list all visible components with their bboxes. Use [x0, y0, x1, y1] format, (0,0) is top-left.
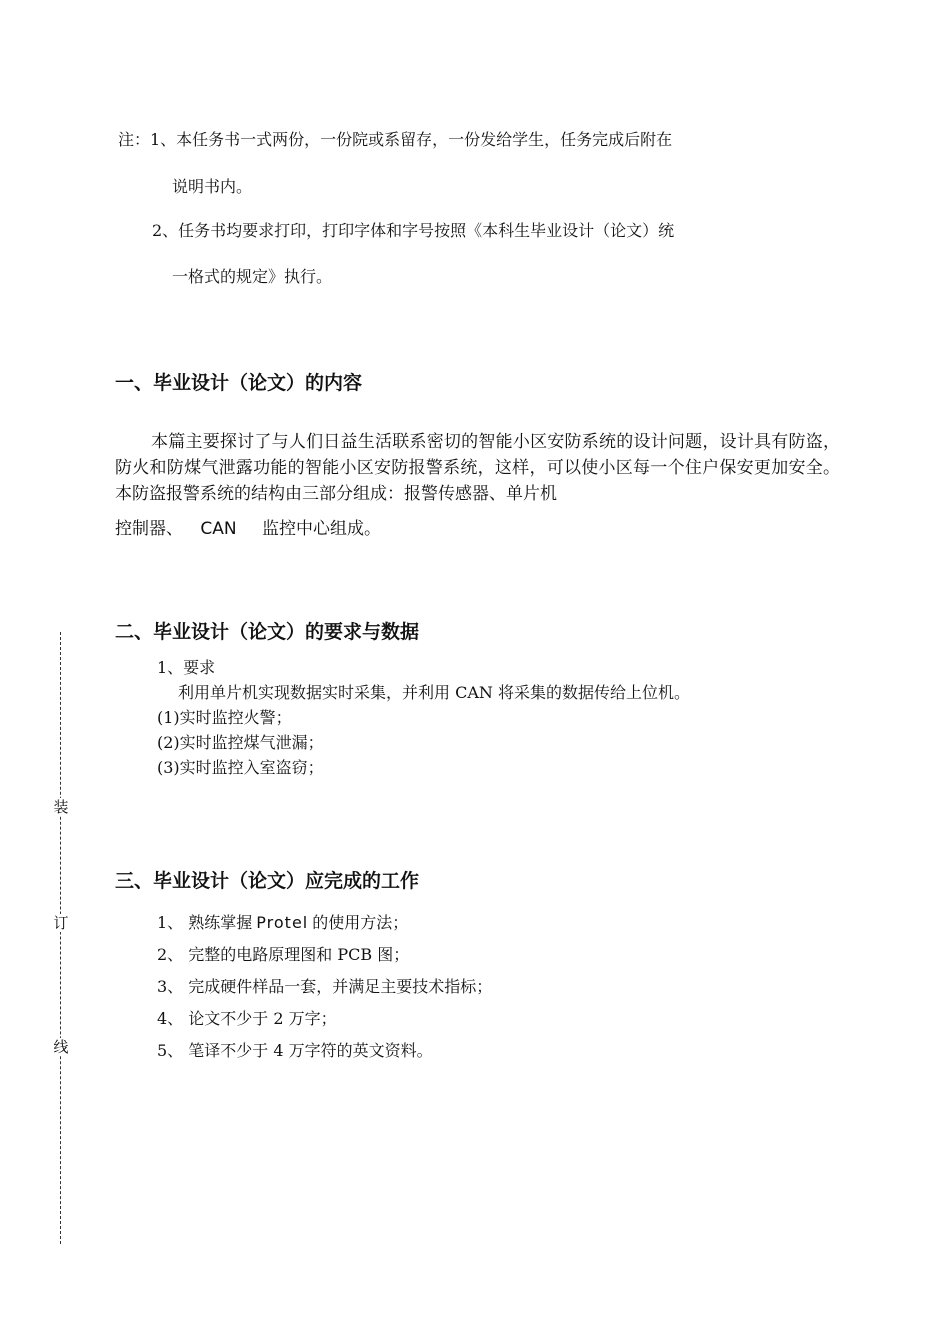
binding-char-xian: 线: [53, 1038, 69, 1056]
work-item-text: 1、 熟练掌握: [157, 913, 253, 932]
work-item-2: 2、 完整的电路原理图和 PCB 图；: [157, 945, 410, 964]
section1-paragraph-end: [115, 516, 381, 542]
section2-title: 二、毕业设计（论文）的要求与数据: [115, 621, 420, 643]
work-item-3: 3、 完成硬件样品一套，并满足主要技术指标；: [157, 977, 493, 996]
protel-term: Protel: [256, 913, 309, 932]
binding-char-ding: 订: [53, 914, 69, 932]
requirement-description: 利用单片机实现数据实时采集，并利用 CAN 将采集的数据传给上位机。: [178, 683, 690, 702]
requirement-label: 1、要求: [157, 658, 216, 677]
work-item-4: 4、 论文不少于 2 万字；: [157, 1009, 337, 1028]
requirement-item-3: (3)实时监控入室盗窃；: [157, 758, 324, 777]
paragraph-text: 监控中心组成。: [262, 519, 382, 539]
binding-char-zhuang: 装: [53, 798, 69, 816]
work-item-text: 的使用方法；: [312, 913, 409, 932]
note-line-1: 注：1、本任务书一式两份，一份院或系留存，一份发给学生，任务完成后附在: [118, 130, 673, 149]
section3-title: 三、毕业设计（论文）应完成的工作: [115, 870, 420, 892]
note-line-2: 说明书内。: [172, 177, 253, 196]
note-line-4: 一格式的规定》执行。: [172, 267, 333, 286]
section1-title: 一、毕业设计（论文）的内容: [115, 372, 363, 394]
paragraph-text: 控制器、: [115, 519, 183, 539]
binding-dashed-line: [60, 632, 61, 1244]
can-term: CAN: [200, 519, 237, 539]
section1-paragraph: 本篇主要探讨了与人们日益生活联系密切的智能小区安防系统的设计问题，设计具有防盗，防火和防煤气泄露功能的智能小区安防报警系统，这样，可以使小区每一个住户保安更加安全。本防盗报警系统的结构由三部分组成：报警传感器、单片机: [115, 432, 840, 504]
requirement-item-1: (1)实时监控火警；: [157, 708, 292, 727]
work-item-5: 5、 笔译不少于 4 万字符的英文资料。: [157, 1041, 433, 1060]
requirement-item-2: (2)实时监控煤气泄漏；: [157, 733, 324, 752]
note-line-3: 2、任务书均要求打印，打印字体和字号按照《本科生毕业设计（论文）统: [152, 221, 675, 240]
work-item-1: [157, 910, 408, 933]
